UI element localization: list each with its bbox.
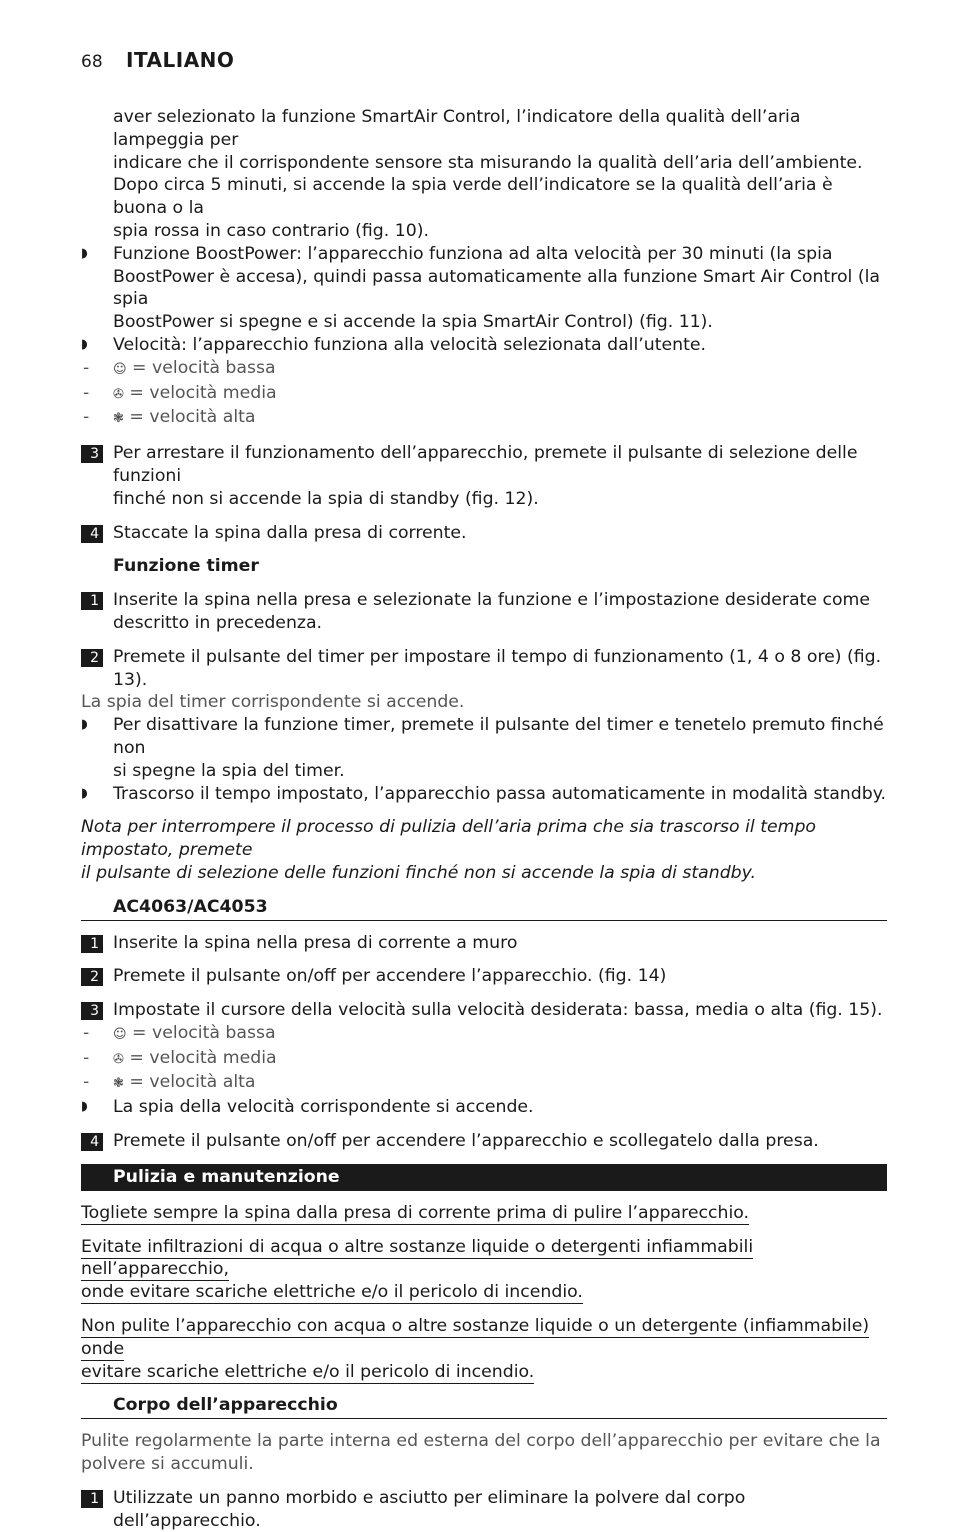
step-3-stop: 3 Per arrestare il funzionamento dell’apparecchio, premete il pulsante di selezione delle funzioni finché non si accende la spia di standby (fig. 12). bbox=[81, 442, 887, 510]
step-number: 4 bbox=[81, 525, 103, 543]
body-intro: Pulite regolarmente la parte interna ed esterna del corpo dell’apparecchio per evitare che la polvere si accumuli. bbox=[81, 1431, 881, 1475]
ac-step-1: 1 Inserite la spina nella presa di corrente a muro bbox=[81, 932, 887, 955]
body-heading: Corpo dell’apparecchio bbox=[81, 1394, 887, 1419]
speed-item-high: - ❃ = velocità alta bbox=[83, 407, 256, 428]
speed-high-icon: ❃ bbox=[113, 411, 124, 427]
speed-medium-icon: ✇ bbox=[113, 1051, 124, 1067]
timer-step-1: 1 Inserite la spina nella presa e selezionate la funzione e l’impostazione desiderate come descritto in precedenza. bbox=[81, 589, 887, 635]
ac-step-3: 3 Impostate il cursore della velocità sulla velocità desiderata: bassa, media o alta (fig. 15). bbox=[81, 999, 887, 1022]
timer-bullet-disable: ◗ Per disattivare la funzione timer, premete il pulsante del timer e tenetelo premuto finché non si spegne la spia del timer. bbox=[81, 715, 884, 781]
bullet-icon: ◗ bbox=[81, 245, 88, 261]
step-number: 3 bbox=[81, 445, 103, 463]
step-number: 4 bbox=[81, 1133, 103, 1151]
ac-bullet-light: ◗ La spia della velocità corrispondente si accende. bbox=[81, 1097, 534, 1118]
speed-medium-icon: ✇ bbox=[113, 386, 124, 402]
bullet-velocita: ◗ Velocità: l’apparecchio funziona alla velocità selezionata dall’utente. bbox=[81, 334, 706, 355]
warning-liquids: Evitate infiltrazioni di acqua o altre sostanze liquide o detergenti infiammabili nell’apparecchio, onde evitare scariche elettriche e/o il pericolo di incendio. bbox=[81, 1236, 754, 1303]
warning-unplug: Togliete sempre la spina dalla presa di corrente prima di pulire l’apparecchio. bbox=[81, 1202, 750, 1223]
cleaning-section-band: Pulizia e manutenzione bbox=[81, 1164, 887, 1191]
bullet-icon: ◗ bbox=[81, 336, 88, 352]
warning-water: Non pulite l’apparecchio con acqua o altre sostanze liquide o un detergente (infiammabile) onde evitare scariche elettriche e/o il pericolo di incendio. bbox=[81, 1316, 870, 1382]
intro-paragraph: aver selezionato la funzione SmartAir Control, l’indicatore della qualità dell’aria lampeggia per indicare che il corrispondente sensore sta misurando la qualità dell’aria dell’ambiente. Dopo circa 5 minuti, si accende la spia verde dell’indicatore se la qualità dell’aria è buona o la spia rossa in caso contrario (fig. 10). bbox=[113, 107, 863, 241]
body-step-1: 1 Utilizzate un panno morbido e asciutto per eliminare la polvere dal corpo dell’apparecchio. bbox=[81, 1487, 887, 1532]
timer-result: La spia del timer corrispondente si accende. bbox=[81, 692, 465, 713]
timer-bullet-standby: ◗ Trascorso il tempo impostato, l’apparecchio passa automaticamente in modalità standby. bbox=[81, 783, 886, 804]
speed-item-medium: - ✇ = velocità media bbox=[83, 382, 277, 403]
step-number: 1 bbox=[81, 935, 103, 953]
bullet-boostpower: ◗ Funzione BoostPower: l’apparecchio funziona ad alta velocità per 30 minuti (la spia BoostPower è accesa), quindi passa automaticamente alla funzione Smart Air Control (la spia BoostPower si spegne e si accende la spia SmartAir Control) (fig. 11). bbox=[81, 243, 880, 333]
step-number: 2 bbox=[81, 968, 103, 986]
timer-step-2: 2 Premete il pulsante del timer per impostare il tempo di funzionamento (1, 4 o 8 ore) (fig. 13). bbox=[81, 646, 887, 692]
ac-step-4: 4 Premete il pulsante on/off per accendere l’apparecchio e scollegatelo dalla presa. bbox=[81, 1130, 887, 1153]
timer-note: Nota per interrompere il processo di pulizia dell’aria prima che sia trascorso il tempo impostato, premete il pulsante di selezione delle funzioni finché non si accende la spia di standby. bbox=[81, 817, 817, 883]
ac-speed-item-high: - ❃ = velocità alta bbox=[83, 1072, 256, 1093]
bullet-icon: ◗ bbox=[81, 785, 88, 801]
speed-high-icon: ❃ bbox=[113, 1076, 124, 1092]
ac-speed-item-medium: - ✇ = velocità media bbox=[83, 1047, 277, 1068]
step-4-unplug: 4 Staccate la spina dalla presa di corrente. bbox=[81, 522, 887, 545]
ac-speed-item-low: - ☺ = velocità bassa bbox=[83, 1022, 276, 1043]
bullet-icon: ◗ bbox=[81, 717, 88, 733]
bullet-icon: ◗ bbox=[81, 1099, 88, 1115]
step-number: 1 bbox=[81, 1490, 103, 1508]
ac-step-2: 2 Premete il pulsante on/off per accendere l’apparecchio. (fig. 14) bbox=[81, 965, 887, 988]
page-content bbox=[81, 106, 887, 1532]
step-number: 1 bbox=[81, 592, 103, 610]
page-number: 68 bbox=[81, 52, 103, 72]
timer-heading: Funzione timer bbox=[113, 556, 259, 577]
speed-low-icon: ☺ bbox=[113, 1026, 127, 1042]
step-number: 3 bbox=[81, 1002, 103, 1020]
ac-model-heading: AC4063/AC4053 bbox=[81, 896, 887, 921]
section-language: ITALIANO bbox=[126, 48, 235, 72]
speed-item-low: - ☺ = velocità bassa bbox=[83, 357, 276, 378]
step-number: 2 bbox=[81, 649, 103, 667]
speed-low-icon: ☺ bbox=[113, 361, 127, 377]
